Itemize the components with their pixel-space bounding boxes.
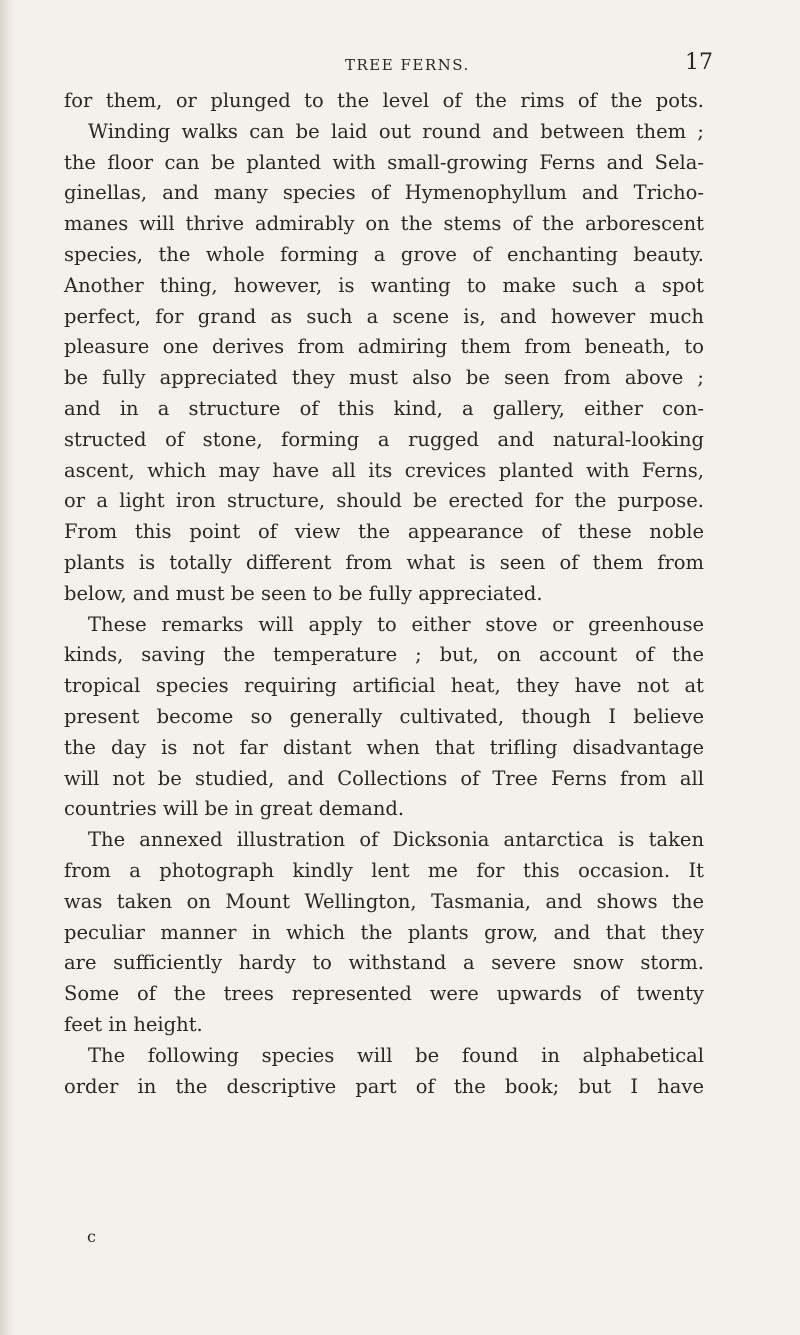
signature-mark: c	[87, 1227, 96, 1246]
text-line: structed of stone, forming a rugged and natural-looking	[64, 427, 704, 451]
text-line: ascent, which may have all its crevices planted with Ferns,	[64, 458, 704, 482]
text-line: kinds, saving the temperature ; but, on account of the	[64, 643, 704, 667]
text-line: be fully appreciated they must also be seen from above ;	[64, 366, 704, 390]
text-line: for them, or plunged to the level of the rims of the pots.	[64, 89, 704, 112]
text-line: Winding walks can be laid out round and between them ;	[88, 119, 704, 143]
text-line: order in the descriptive part of the book; but I have	[64, 1074, 704, 1098]
text-line: from a photograph kindly lent me for this occasion. It	[64, 858, 704, 882]
text-line: plants is totally different from what is seen of them from	[64, 550, 704, 574]
running-title: TREE FERNS.	[345, 56, 470, 74]
text-line: will not be studied, and Collections of Tree Ferns from all	[64, 766, 704, 790]
text-line: Another thing, however, is wanting to make such a spot	[64, 273, 704, 297]
text-line: Some of the trees represented were upwards of twenty	[64, 982, 704, 1006]
text-line: From this point of view the appearance of these noble	[64, 520, 704, 544]
text-line: countries will be in great demand.	[64, 797, 405, 821]
text-line: perfect, for grand as such a scene is, and however much	[64, 304, 704, 328]
text-line: The annexed illustration of Dicksonia antarctica is taken	[88, 828, 704, 852]
body-text	[64, 86, 704, 1102]
text-line: feet in height.	[64, 1012, 203, 1036]
text-line: the floor can be planted with small-growing Ferns and Sela-	[64, 150, 704, 174]
text-line: peculiar manner in which the plants grow, and that they	[64, 920, 704, 944]
text-line: ginellas, and many species of Hymenophyllum and Tricho-	[64, 181, 704, 205]
text-line: These remarks will apply to either stove or greenhouse	[88, 612, 704, 636]
text-line: was taken on Mount Wellington, Tasmania, and shows the	[64, 889, 704, 913]
text-line: The following species will be found in alphabetical	[88, 1043, 704, 1067]
text-line: or a light iron structure, should be erected for the purpose.	[64, 489, 704, 513]
text-line: below, and must be seen to be fully appreciated.	[64, 581, 543, 605]
text-line: manes will thrive admirably on the stems of the arborescent	[64, 212, 704, 236]
text-line: pleasure one derives from admiring them from beneath, to	[64, 335, 704, 359]
text-line: species, the whole forming a grove of enchanting beauty.	[64, 242, 704, 266]
text-line: and in a structure of this kind, a gallery, either con-	[64, 396, 704, 420]
text-line: present become so generally cultivated, though I believe	[64, 704, 704, 728]
page-binding-edge	[0, 0, 16, 1335]
page-number: 17	[685, 50, 713, 75]
text-line: are sufficiently hardy to withstand a severe snow storm.	[64, 951, 704, 975]
text-line: tropical species requiring artificial heat, they have not at	[64, 674, 704, 698]
text-line: the day is not far distant when that trifling disadvantage	[64, 735, 704, 759]
